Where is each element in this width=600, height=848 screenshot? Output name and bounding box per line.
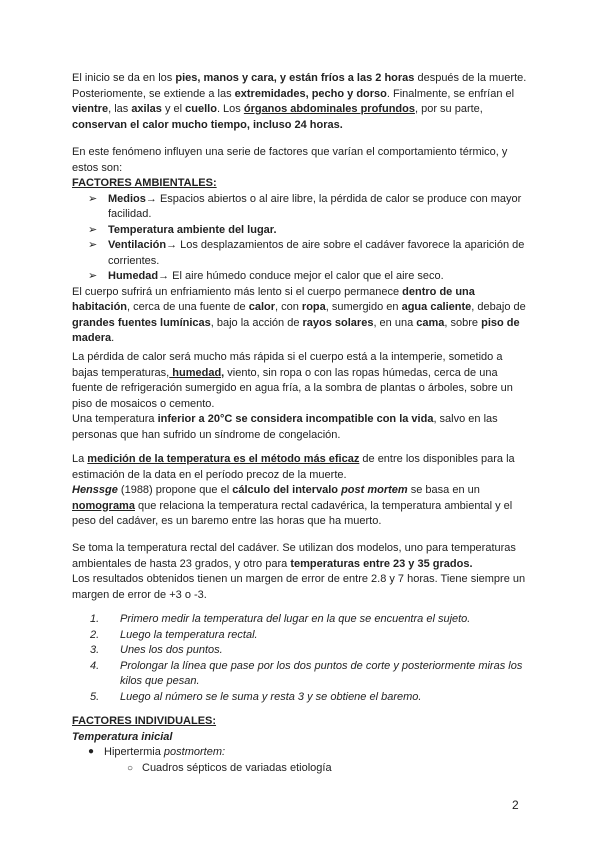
paragraph-rapid-cooling — [72, 350, 528, 412]
bold-italic-text: Henssge — [72, 484, 118, 496]
text: después de la muerte. Posteriomente, se extiende a las — [72, 72, 527, 100]
text: , con — [275, 301, 302, 313]
rectal-temperature-section — [72, 541, 528, 603]
bold-text: Humedad — [108, 270, 159, 282]
bold-text: ropa — [301, 301, 326, 313]
step-number: 5. — [90, 690, 100, 703]
step-text: Luego la temperatura rectal. — [120, 628, 258, 641]
bold-underlined-text: humedad, — [169, 366, 225, 379]
step-number: 1. — [90, 613, 100, 625]
text: , en una — [373, 316, 417, 329]
bold-text: cuello — [185, 103, 217, 115]
numbered-steps — [72, 612, 528, 705]
bold-text: agua caliente — [401, 301, 472, 313]
text: y el — [161, 103, 186, 115]
paragraph-cooling-onset — [72, 71, 528, 133]
text: Se toma la temperatura rectal del cadáver. Se utilizan dos modelos, uno para temperaturas ambientales de hasta 23 grados, y otro para — [72, 542, 516, 570]
step-text: Unes los dos puntos. — [120, 644, 223, 656]
italic-text: postmortem: — [163, 746, 226, 758]
paragraph-henssge — [72, 483, 528, 530]
bold-text: pies, manos y cara, y están fríos a las 2 horas — [175, 72, 415, 84]
text: se basa en un — [407, 484, 480, 496]
text: Hipertermia — [104, 746, 164, 758]
list-item — [72, 269, 528, 285]
text: La pérdida de calor será mucho más rápida si el cuerpo está a la intemperie, sometido a bajas temperaturas, — [72, 351, 503, 379]
subheading-temperatura-inicial: Temperatura inicial — [72, 730, 173, 743]
list-item — [72, 761, 528, 777]
bullet-icon: ● — [88, 746, 95, 757]
text: que relaciona la temperatura rectal cadavérica, la temperatura ambiental y el peso del cadáver, es un baremo entre las horas que ha muerto. — [72, 499, 513, 527]
paragraph-slow-cooling — [72, 285, 528, 347]
text: . — [111, 332, 115, 344]
individual-factors-section — [72, 714, 528, 776]
arrow-bullet-icon: ➢ — [88, 192, 98, 205]
text: (1988) propone que el — [117, 484, 233, 496]
step-number: 3. — [90, 644, 100, 656]
text: viento, sin ropa o con las ropas húmedas, cerca de una fuente de refrigeración sumergido en agua fría, a la sombra de plantas o árboles, sobre un piso de mosaicos o cemento. — [72, 366, 513, 410]
arrow-bullet-icon: ➢ — [88, 270, 98, 282]
list-item — [72, 612, 528, 628]
bold-underlined-text: nomograma — [72, 499, 135, 512]
step-text: Primero medir la temperatura del lugar en la que se encuentra el sujeto. — [120, 613, 471, 625]
arrow-bullet-icon: ➢ — [88, 223, 98, 236]
bold-text: calor — [248, 301, 276, 313]
bold-text: inferior a 20°C se considera incompatible con la vida — [157, 413, 434, 425]
bold-text: temperaturas entre 23 y 35 grados. — [290, 557, 473, 570]
bold-text: Medios — [108, 192, 146, 205]
list-item — [72, 659, 528, 690]
paragraph-error-margin: Los resultados obtenidos tienen un margen de error de entre 2.8 y 7 horas. Tiene siempre un margen de error de +3 o -3. — [72, 573, 526, 601]
text: , por su parte, — [414, 103, 483, 115]
bold-text: extremidades, pecho y dorso — [234, 87, 387, 100]
rapid-cooling-section — [72, 350, 528, 443]
text: → El aire húmedo conduce mejor el calor que el aire seco. — [158, 270, 444, 282]
text: → Los desplazamientos de aire sobre el cadáver favorece la aparición de corrientes. — [108, 239, 525, 267]
text: , sumergido en — [325, 301, 402, 313]
text: , cerca de una fuente de — [127, 301, 249, 313]
text: . Los — [216, 103, 244, 115]
text: , bajo la acción de — [210, 316, 303, 329]
text: Cuadros sépticos de variadas etiología — [142, 761, 332, 774]
text: , debajo de — [471, 301, 526, 313]
bold-text: axilas — [131, 103, 162, 115]
bold-text: piso de madera — [72, 316, 520, 344]
bold-text: Ventilación — [108, 239, 167, 251]
text: El inicio se da en los — [72, 72, 176, 84]
list-item — [72, 628, 528, 644]
heading-factores-individuales: FACTORES INDIVIDUALES: — [72, 715, 217, 727]
text: El cuerpo sufrirá un enfriamiento más lento si el cuerpo permanece — [72, 285, 403, 298]
list-item — [72, 192, 528, 223]
text: . Finalmente, se enfrían el — [386, 87, 515, 100]
bold-underlined-text: órganos abdominales profundos — [243, 103, 415, 115]
bold-text: grandes fuentes lumínicas — [72, 316, 211, 329]
step-text: Luego al número se le suma y resta 3 y se obtiene el baremo. — [120, 690, 422, 703]
list-item — [72, 238, 528, 269]
bold-text: conservan el calor mucho tiempo, incluso 24 horas. — [72, 118, 343, 131]
list-item — [72, 643, 528, 659]
bold-text: rayos solares — [302, 316, 374, 329]
intro-paragraph: En este fenómeno influyen una serie de factores que varían el comportamiento térmico, y estos son: — [72, 146, 508, 174]
bold-text: cálculo del intervalo — [232, 484, 342, 496]
circle-bullet-icon: ○ — [127, 762, 134, 774]
text: , sobre — [444, 316, 482, 329]
bold-underlined-text: medición de la temperatura es el método más eficaz — [87, 453, 360, 465]
bold-text: Temperatura ambiente del lugar. — [108, 223, 277, 236]
list-item — [72, 223, 528, 239]
list-item — [72, 745, 528, 761]
list-item — [72, 690, 528, 706]
step-number: 4. — [90, 659, 100, 672]
text: → Espacios abiertos o al aire libre, la pérdida de calor se produce con mayor facilidad. — [108, 192, 522, 220]
step-number: 2. — [90, 628, 100, 641]
bold-text: dentro de una habitación — [72, 285, 475, 313]
measurement-section — [72, 452, 528, 530]
bold-italic-text: post mortem — [341, 484, 408, 496]
text: , salvo en las personas que han sufrido un síndrome de congelación. — [72, 413, 498, 441]
bold-text: vientre — [72, 103, 109, 115]
step-text: Prolongar la línea que pase por los dos puntos de corte y posteriormente miras los kilos que pesan. — [120, 659, 523, 687]
heading-factores-ambientales: FACTORES AMBIENTALES: — [72, 177, 217, 189]
arrow-bullet-icon: ➢ — [88, 239, 98, 251]
text: de entre los disponibles para la estimación de la data en el período precoz de la muerte. — [72, 453, 515, 481]
bold-text: cama — [416, 316, 445, 329]
text: Una temperatura — [72, 413, 158, 425]
page-number: 2 — [512, 798, 519, 812]
ambient-factors-section — [72, 145, 528, 347]
paragraph-measurement — [72, 452, 528, 483]
text: , las — [108, 103, 132, 115]
text: La — [72, 453, 88, 465]
paragraph-temperature-limit — [72, 412, 528, 443]
paragraph-rectal-temperature — [72, 541, 528, 572]
